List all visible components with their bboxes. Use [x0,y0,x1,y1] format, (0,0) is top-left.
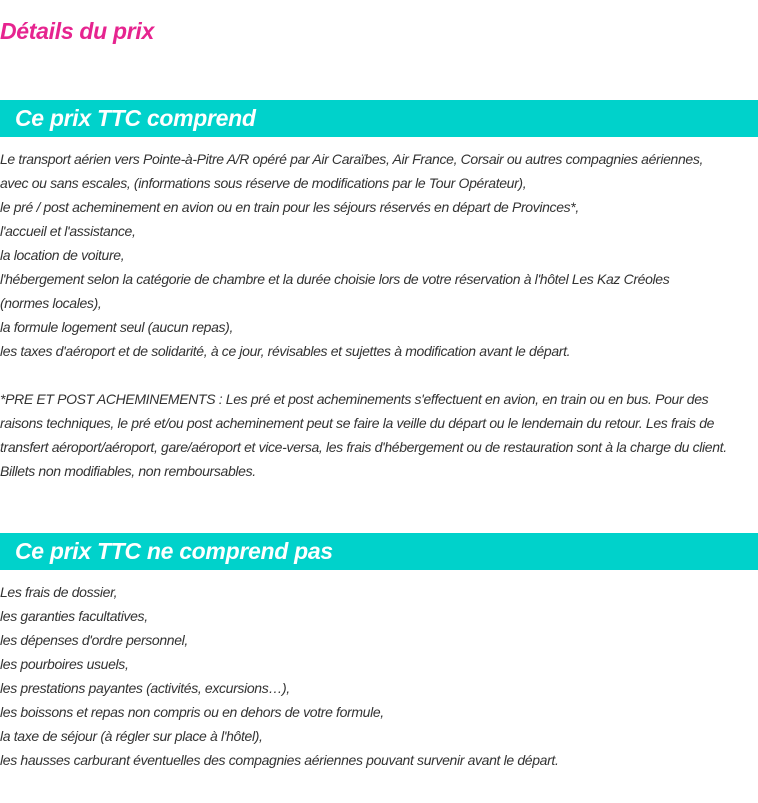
list-item: les prestations payantes (activités, excursions…), [0,680,290,696]
list-item: les garanties facultatives, [0,608,148,624]
excluded-section-header [0,533,758,570]
acheminement-note: *PRE ET POST ACHEMINEMENTS : Les pré et post acheminements s'effectuent en avion, en train ou en bus. Pour des raisons techniques, le pré et/ou post acheminement peut se faire la veille du départ ou le lendemain du retour. Les frais de transfert aéroport/aéroport, gare/aéroport et vice-versa, les frais d'hébergement ou de restauration sont à la charge du client. Billets non modifiables, non remboursables. [0,391,727,479]
list-item: (normes locales), [0,295,102,311]
included-list [0,147,758,483]
list-item: les dépenses d'ordre personnel, [0,632,188,648]
list-item: la formule logement seul (aucun repas), [0,319,234,335]
list-item: Les frais de dossier, [0,584,118,600]
list-item: avec ou sans escales, (informations sous réserve de modifications par le Tour Opérateur), [0,175,527,191]
list-item: les pourboires usuels, [0,656,129,672]
page-title: Détails du prix [0,18,154,44]
spacer [0,363,758,387]
list-item: l'hébergement selon la catégorie de chambre et la durée choisie lors de votre réservation à l'hôtel Les Kaz Créoles [0,271,670,287]
list-item: l'accueil et l'assistance, [0,223,136,239]
included-section-header [0,100,758,137]
list-item: les boissons et repas non compris ou en dehors de votre formule, [0,704,384,720]
excluded-heading: Ce prix TTC ne comprend pas [15,538,333,564]
list-item: Le transport aérien vers Pointe-à-Pitre A/R opéré par Air Caraïbes, Air France, Corsair ou autres compagnies aériennes, [0,151,704,167]
list-item: les taxes d'aéroport et de solidarité, à ce jour, révisables et sujettes à modification avant le départ. [0,343,571,359]
included-heading: Ce prix TTC comprend [15,105,256,131]
list-item: la taxe de séjour (à régler sur place à l'hôtel), [0,728,263,744]
list-item: les hausses carburant éventuelles des compagnies aériennes pouvant survenir avant le départ. [0,752,559,768]
list-item: le pré / post acheminement en avion ou en train pour les séjours réservés en départ de Provinces*, [0,199,579,215]
list-item: la location de voiture, [0,247,125,263]
excluded-list [0,580,758,772]
